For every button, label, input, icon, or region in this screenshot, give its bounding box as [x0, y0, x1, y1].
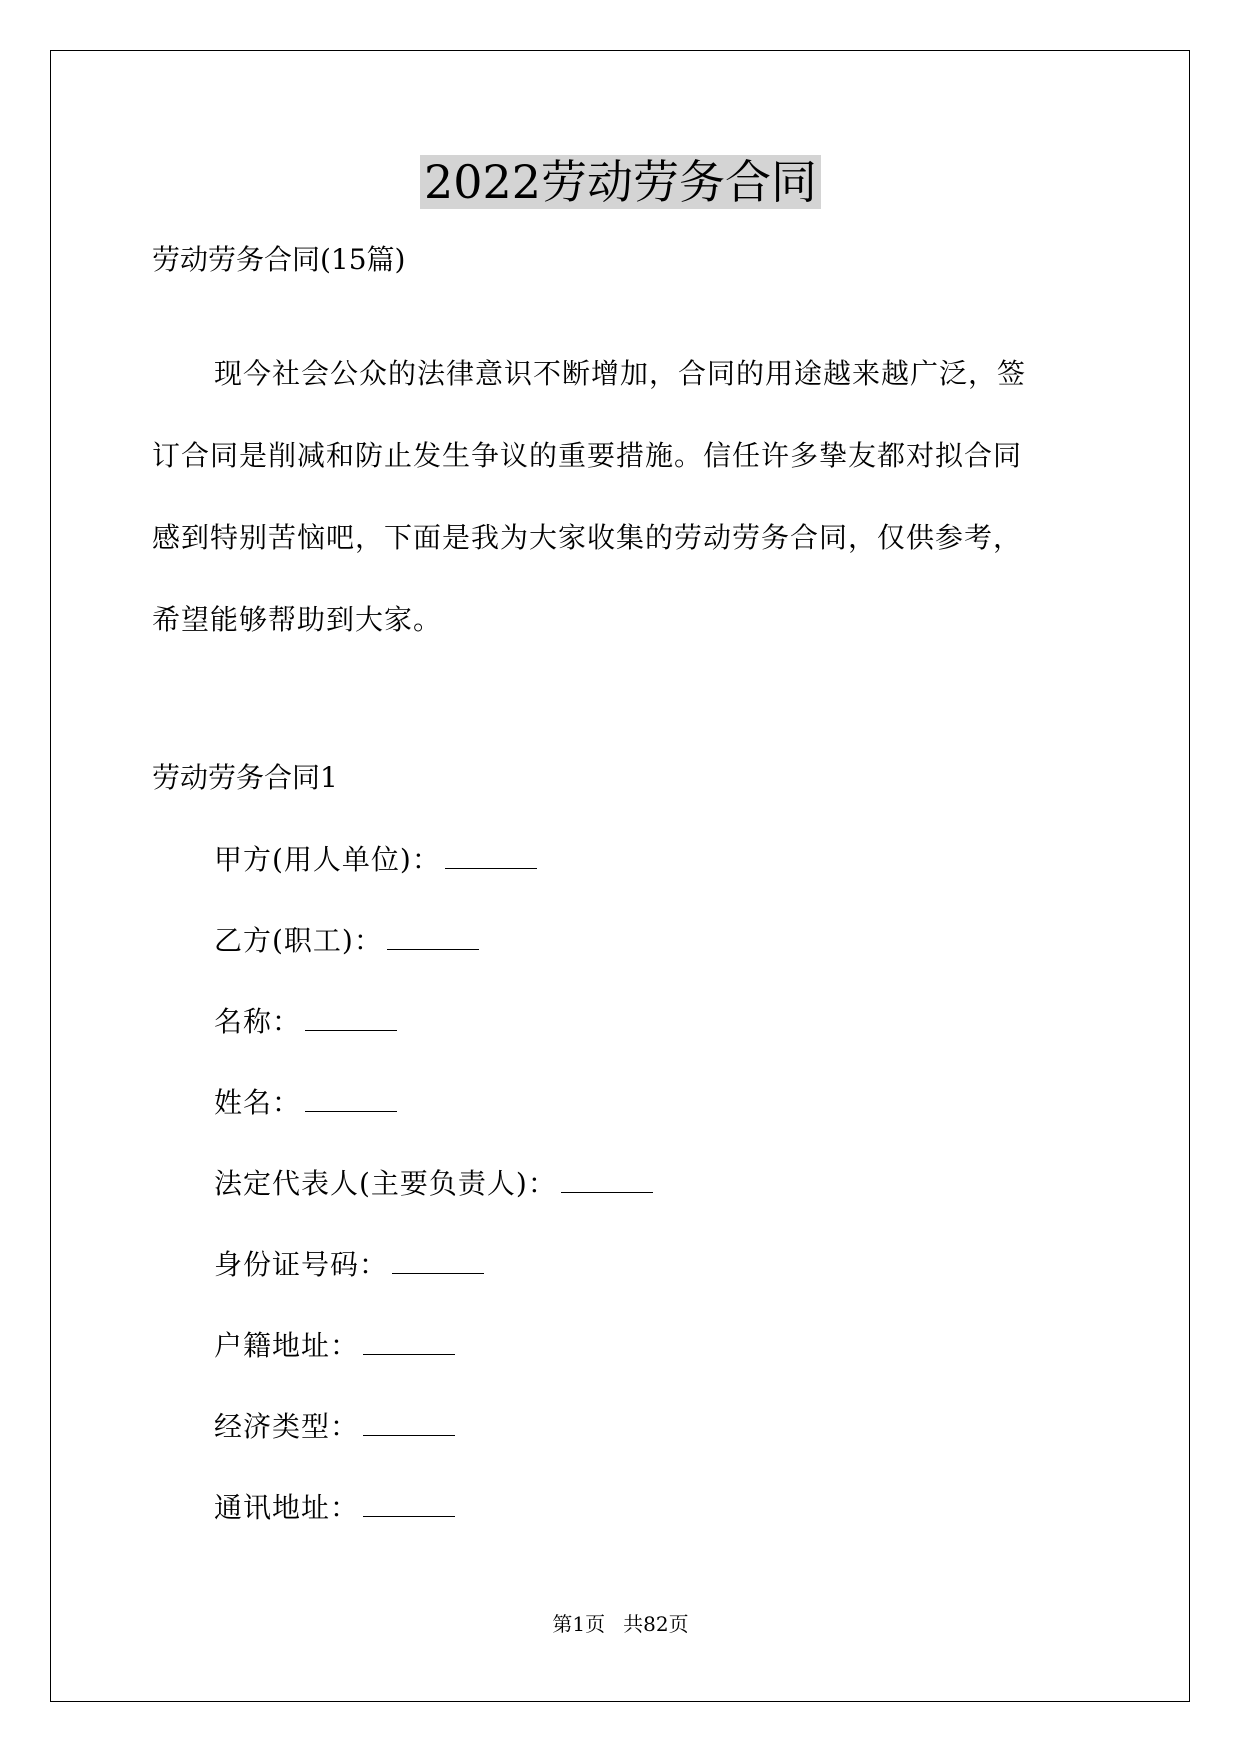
blank-line: [363, 1332, 455, 1355]
document-title-text: 2022劳动劳务合同: [420, 155, 821, 209]
field-label: 姓名：: [214, 1086, 302, 1119]
intro-line-4: 希望能够帮助到大家。: [152, 603, 443, 636]
field-party-a: [214, 840, 537, 880]
field-label: 甲方(用人单位)：: [214, 843, 441, 876]
field-mailing-address: [214, 1488, 455, 1528]
blank-line: [363, 1413, 455, 1436]
field-name: [214, 1002, 397, 1042]
blank-line: [305, 1089, 397, 1112]
intro-line-3: 感到特别苦恼吧，下面是我为大家收集的劳动劳务合同，仅供参考，: [152, 521, 1023, 554]
blank-line: [387, 927, 479, 950]
field-household-address: [214, 1326, 455, 1366]
field-label: 名称：: [214, 1005, 302, 1038]
intro-line-2: 订合同是削减和防止发生争议的重要措施。信任许多挚友都对拟合同: [152, 439, 1023, 472]
field-person-name: [214, 1083, 397, 1123]
field-id-number: [214, 1245, 484, 1285]
field-label: 乙方(职工)：: [214, 924, 383, 957]
section-title: 劳动劳务合同1: [152, 761, 338, 794]
field-economic-type: [214, 1407, 455, 1447]
blank-line: [363, 1494, 455, 1517]
document-title: [0, 154, 1241, 210]
page-current: 第1页: [552, 1612, 606, 1636]
field-party-b: [214, 921, 479, 961]
blank-line: [445, 846, 537, 869]
blank-line: [561, 1170, 653, 1193]
field-label: 经济类型：: [214, 1410, 360, 1443]
field-label: 户籍地址：: [214, 1329, 360, 1362]
page-total: 共82页: [623, 1612, 689, 1636]
field-legal-representative: [214, 1164, 653, 1204]
intro-line-1: 现今社会公众的法律意识不断增加，合同的用途越来越广泛，签: [214, 357, 1027, 390]
field-label: 通讯地址：: [214, 1491, 360, 1524]
page-footer: [0, 1610, 1241, 1638]
blank-line: [305, 1008, 397, 1031]
field-label: 法定代表人(主要负责人)：: [214, 1167, 557, 1200]
field-label: 身份证号码：: [214, 1248, 389, 1281]
blank-line: [392, 1251, 484, 1274]
document-subtitle: 劳动劳务合同(15篇): [152, 243, 406, 276]
